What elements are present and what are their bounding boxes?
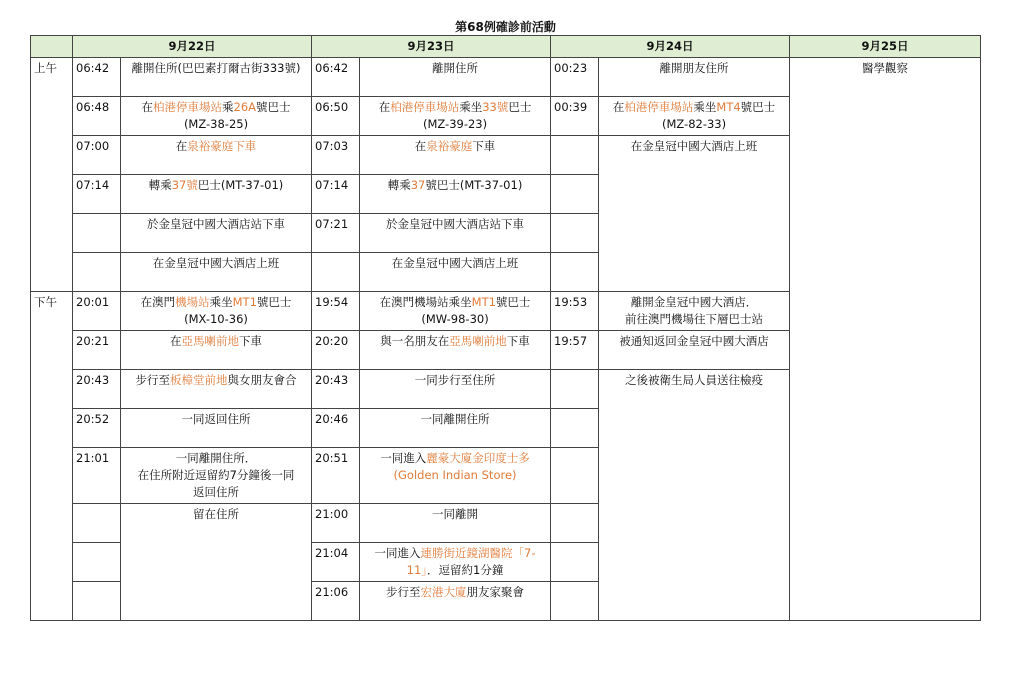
activity-text: 在澳門 [140,295,176,309]
activity-text: 於金皇冠中國大酒店站下車 [386,217,525,231]
activity-text: 於金皇冠中國大酒店站下車 [147,217,285,231]
time-22 [73,543,121,582]
highlight-text: 33號 [482,100,509,114]
activity-text: 在 [170,334,182,348]
highlight-text: 37號 [171,178,198,192]
activity-text: (MZ-38-25) [183,117,249,131]
activity-text: 轉乘 [148,178,172,192]
desc-23 [360,543,551,582]
time-22: 20:43 [73,370,121,409]
highlight-text: 泉裕豪庭 [426,139,473,153]
desc-23 [360,448,551,504]
header-sep23: 9月23日 [312,36,551,58]
activity-text: 離開住所 [432,61,479,75]
activity-text: 號巴士 [495,295,531,309]
time-24 [551,448,599,504]
highlight-text: 宏港大廈 [420,585,467,599]
highlight-text: 柏港停車場站 [390,100,460,114]
time-24: 19:57 [551,331,599,370]
highlight-text: 11」 [406,563,428,577]
activity-text: (MZ-39-23) [422,117,488,131]
time-23: 21:06 [312,582,360,621]
time-24: 00:23 [551,58,599,97]
highlight-text: 連勝街近鏡湖醫院「7- [420,546,536,560]
activity-table [30,35,981,621]
activity-text: 離開朋友住所 [659,61,729,75]
desc-23 [360,214,551,253]
time-24 [551,175,599,214]
desc-24-merged [599,370,790,621]
time-23: 20:43 [312,370,360,409]
time-22: 21:01 [73,448,121,504]
time-22: 20:52 [73,409,121,448]
highlight-text: MT4 [716,100,741,114]
activity-text: 留在住所 [193,507,239,521]
time-22: 06:48 [73,97,121,136]
activity-text: ．逗留約1分鐘 [427,563,504,577]
time-22: 20:21 [73,331,121,370]
activity-text: 乘坐 [693,100,717,114]
desc-22 [121,214,312,253]
activity-text: 巴士 [508,100,532,114]
highlight-text: 板樟堂前地 [170,373,228,387]
activity-text: (MZ-82-33) [661,117,727,131]
corner-cell [31,36,73,58]
time-23: 06:42 [312,58,360,97]
activity-text: 下車 [472,139,496,153]
activity-text: 在金皇冠中國大酒店上班 [391,256,519,270]
time-23: 20:46 [312,409,360,448]
time-23: 20:20 [312,331,360,370]
time-23: 19:54 [312,292,360,331]
desc-22-merged [121,504,312,621]
desc-23 [360,253,551,292]
time-24 [551,582,599,621]
activity-text: 一同返回住所 [181,412,251,426]
activity-text: 轉乘 [387,178,411,192]
desc-22 [121,448,312,504]
activity-text: 一同進入 [380,451,427,465]
desc-22 [121,370,312,409]
highlight-text: 麗豪大廈金印度士多 [426,451,530,465]
activity-text: 一同離開 [432,507,479,521]
activity-text: 在 [175,139,188,153]
time-23: 06:50 [312,97,360,136]
time-24 [551,370,599,409]
activity-text: 前往澳門機場往下層巴士站 [625,312,764,326]
highlight-text: MT1 [471,295,496,309]
activity-text: 與女朋友會合 [227,373,297,387]
activity-text: 下車 [239,334,262,348]
activity-text: (MW-98-30) [421,312,489,326]
desc-23 [360,97,551,136]
desc-23 [360,504,551,543]
time-24: 00:39 [551,97,599,136]
activity-text: 一同離開住所 [420,412,490,426]
time-23: 07:21 [312,214,360,253]
activity-text: 朋友家聚會 [466,585,525,599]
time-22: 07:00 [73,136,121,175]
activity-text: 返回住所 [193,485,239,499]
desc-23 [360,370,551,409]
desc-22 [121,409,312,448]
activity-text: 乘坐 [209,295,233,309]
desc-24-merged [599,136,790,292]
highlight-text: (Golden Indian Store) [393,468,517,482]
time-22: 20:01 [73,292,121,331]
time-24 [551,253,599,292]
highlight-text: 泉裕豪庭下車 [187,139,257,153]
activity-text: (MX-10-36) [184,312,248,326]
time-23: 07:03 [312,136,360,175]
time-23 [312,253,360,292]
time-22 [73,253,121,292]
activity-text: 離開金皇冠中國大酒店． [630,295,758,309]
highlight-text: 亞馬喇前地 [449,334,507,348]
activity-text: 一同離開住所． [175,451,257,465]
highlight-text: 柏港停車場站 [153,100,222,114]
time-22 [73,214,121,253]
desc-22 [121,175,312,214]
activity-text: 號巴士 [256,100,291,114]
desc-23 [360,175,551,214]
activity-text: 步行至 [386,585,421,599]
activity-text: 在金皇冠中國大酒店上班 [630,139,758,153]
desc-23 [360,331,551,370]
time-22 [73,504,121,543]
sep25-observation: 醫學觀察 [790,58,981,621]
activity-text: 巴士(MT-37-01) [197,178,284,192]
desc-23 [360,58,551,97]
activity-text: 與一名朋友在 [380,334,450,348]
activity-text: 在 [378,100,391,114]
activity-text: 步行至 [135,373,170,387]
activity-text: 在澳門機場站乘坐 [379,295,472,309]
desc-22 [121,292,312,331]
desc-22 [121,253,312,292]
highlight-text: 柏港停車場站 [624,100,694,114]
desc-24 [599,58,790,97]
activity-text: 下車 [506,334,530,348]
activity-text: 乘 [222,100,234,114]
desc-24 [599,292,790,331]
time-23: 20:51 [312,448,360,504]
activity-text: 在住所附近逗留約7分鐘後一同 [137,468,295,482]
desc-23 [360,292,551,331]
time-23: 21:04 [312,543,360,582]
activity-text: 之後被衛生局人員送往檢疫 [625,373,764,387]
activity-text: 在 [141,100,153,114]
time-22: 06:42 [73,58,121,97]
activity-text: (巴巴素打爾古街333號) [177,61,301,75]
time-24 [551,409,599,448]
time-24 [551,504,599,543]
time-24 [551,543,599,582]
time-24 [551,136,599,175]
activity-text: 在金皇冠中國大酒店上班 [152,256,280,270]
desc-22 [121,136,312,175]
highlight-text: MT1 [232,295,257,309]
time-22 [73,582,121,621]
desc-24 [599,331,790,370]
activity-text: 號巴士(MT-37-01) [425,178,523,192]
desc-23 [360,136,551,175]
desc-22 [121,97,312,136]
activity-text: 號巴士 [256,295,292,309]
activity-text: 在 [612,100,625,114]
activity-text: 乘坐 [459,100,483,114]
highlight-text: 37 [410,178,426,192]
time-24: 19:53 [551,292,599,331]
desc-23 [360,582,551,621]
activity-text: 一同步行至住所 [414,373,496,387]
header-sep22: 9月22日 [73,36,312,58]
highlight-text: 26A [233,100,257,114]
highlight-text: 機場站 [175,295,210,309]
header-sep24: 9月24日 [551,36,790,58]
header-sep25: 9月25日 [790,36,981,58]
highlight-text: 亞馬喇前地 [181,334,239,348]
desc-23 [360,409,551,448]
time-23: 21:00 [312,504,360,543]
desc-22 [121,58,312,97]
time-22: 07:14 [73,175,121,214]
activity-text: 離開住所 [131,61,178,75]
header-row [31,36,981,58]
desc-22 [121,331,312,370]
activity-text: 被通知返回金皇冠中國大酒店 [619,334,769,348]
time-24 [551,214,599,253]
page-title: 第68例確診前活動 [455,20,556,34]
period-am: 上午 [31,58,73,292]
activity-text: 一同進入 [374,546,421,560]
desc-24 [599,97,790,136]
time-23: 07:14 [312,175,360,214]
activity-text: 號巴士 [740,100,776,114]
activity-text: 在 [414,139,427,153]
period-pm: 下午 [31,292,73,621]
